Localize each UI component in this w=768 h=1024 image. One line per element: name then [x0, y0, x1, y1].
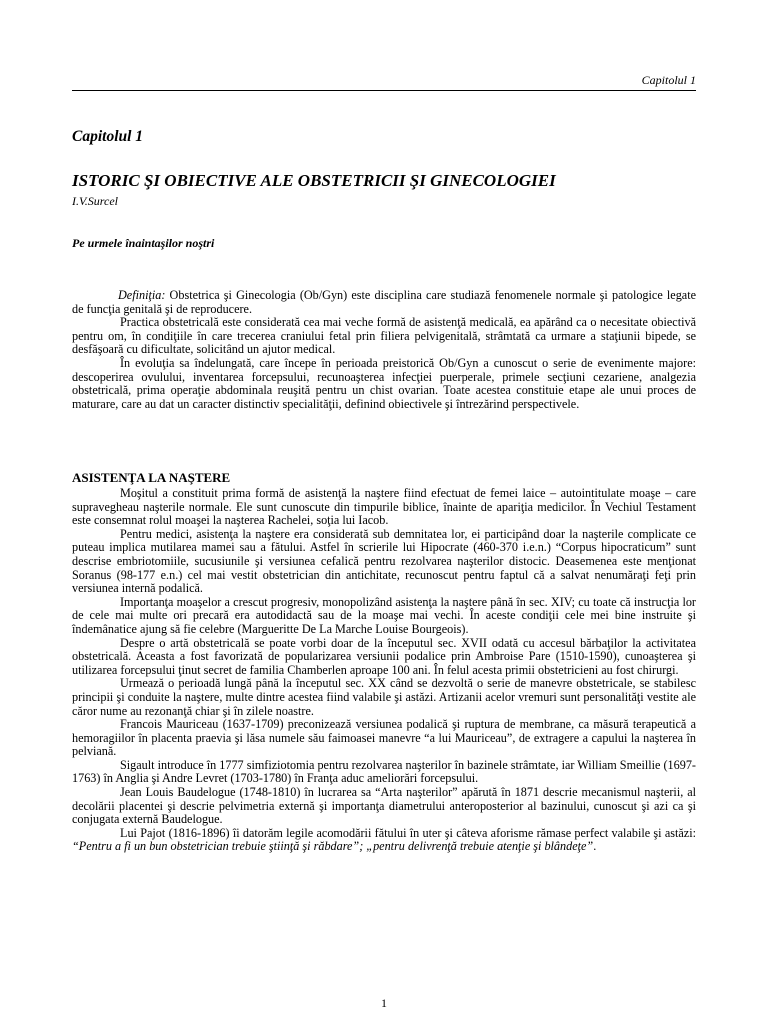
chapter-title: ISTORIC ŞI OBIECTIVE ALE OBSTETRICII ŞI GINECOLOGIEI [72, 171, 556, 190]
paragraph-9-start: Lui Pajot (1816-1896) îi datorăm legile acomodării fătului în uter şi câteva aforisme rămase perfect valabile şi astăzi: [120, 825, 696, 840]
main-paragraph-1: Moşitul a constituit prima formă de asistenţă la naştere fiind efectuat de femei laice – autointitulate moaşe – care supravegheau naşterile normale. Ele sunt cunoscute din timpurile biblice, înainte de apariţia medicilor. În Vechiul Testament este consemnat rolul moaşei la naşterea Rachelei, soţia lui Iacob. [72, 486, 696, 528]
main-paragraph-3: Importanţa moaşelor a crescut progresiv, monopolizând asistenţa la naştere până în sec. XIV; cu toate că instrucţia lor de cele mai multe ori precară era autodidactă sau de la moaşe mai vechi. În aceste condiţii cele mei bine instruite şi îndemânatice ajung să fie celebre (Margueritte De La Marche Louise Bourgeois). [72, 594, 696, 636]
subtitle: Pe urmele înaintaşilor noştri [72, 236, 215, 250]
definition-label: Definiţia: [118, 288, 166, 302]
main-paragraph-6: Francois Mauriceau (1637-1709) preconizează versiunea podalică şi ruptura de membrane, ca măsură terapeutică a hemoragiilor în placenta praevia şi lăsa numele său faimoasei manevre “a lui Mauriceau”, de extragere a capului la naşterea în pelviană. [72, 717, 696, 759]
definition-paragraph [72, 289, 696, 316]
main-section [72, 487, 696, 854]
paragraph-9-end: . [593, 839, 597, 854]
main-paragraph-7: Sigault introduce în 1777 simfiziotomia pentru rezolvarea naşterilor în bazinele strâmtate, iar William Smeillie (1697-1763) în Anglia şi Andre Levret (1703-1780) în Franţa aduc ameliorări forcepsului. [72, 757, 696, 786]
author: I.V.Surcel [72, 194, 118, 208]
main-paragraph-4: Despre o artă obstetricală se poate vorbi doar de la începutul sec. XVII odată cu accesul bărbaţilor la activitatea obstetricală. Aceasta a fost favorizată de popularizarea versiunii podalice prin Ambroise Pare (1510-1590), cunoaşterea şi utilizarea forcepsului ţinut secret de familia Chamberlen aproape 100 ani. În felul acesta primii obstetricieni au fost chirurgi. [72, 635, 696, 677]
section-heading: ASISTENŢA LA NAŞTERE [72, 470, 231, 485]
chapter-label: Capitolul 1 [72, 128, 144, 145]
main-paragraph-5: Urmează o perioadă lungă până la începutul sec. XX când se dezvoltă o serie de manevre obstetricale, se stabilesc principii şi conduite la naştere, multe dintre acestea fiind valabile şi astăzi. Artizanii acelor vremuri sunt personalităţi vestite ale căror nume au rezonanţă chiar şi în zilele noastre. [72, 676, 696, 718]
main-paragraph-8: Jean Louis Baudelogue (1748-1810) în lucrarea sa “Arta naşterilor” apărută în 1871 descrie mecanismul naşterii, al decolării placentei şi descrie pelvimetria externă şi importanţa diametrului anteroposterior al bazinului, cunoscut şi azi ca şi conjugata externă Baudelogue. [72, 785, 696, 827]
intro-section [72, 289, 696, 411]
pajot-quote: “Pentru a fi un bun obstetrician trebuie ştiinţă şi răbdare”; „pentru delivrenţă trebuie atenţie şi blândeţe” [72, 839, 594, 854]
definition-text: Obstetrica şi Ginecologia (Ob/Gyn) este disciplina care studiază fenomenele normale şi patologice legate de funcţia genitală şi de reproducere. [72, 288, 696, 316]
page-number: 1 [381, 996, 387, 1010]
header-rule [72, 90, 696, 91]
main-paragraph-2: Pentru medici, asistenţa la naştere era considerată sub demnitatea lor, ei participând doar la naşterile complicate ce puteau implica mutilarea mamei sau a fătului. Astfel în scrierile lui Hipocrate (460-370 i.e.n.) “Corpus hipocraticum” sunt descrise embriotomiile, sucusiunile şi versiunea cefalică pentru rezolvarea naşterilor distocic. Deasemenea este menţionat Soranus (98-177 e.n.) cel mai vestit obstetrician din antichitate, recunoscut pentru faptul că a salvat nenumăraţi feţi prin versiunea internă podalică. [72, 526, 696, 596]
running-header: Capitolul 1 [641, 73, 696, 87]
intro-paragraph-3: În evoluţia sa îndelungată, care începe în perioada preistorică Ob/Gyn a cunoscut o serie de evenimente majore: descoperirea ovulului, inventarea forcepsului, recunoaşterea infecţiei puerperale, primele secţiuni cezariene, analgezia obstetricală, prima operaţie abdominala reuşită pentru un chist ovarian. Toate acestea constituie etape ale unui proces de maturare, care au dat un caracter distinctiv specialităţii, definind obiectivele şi întrezărind perspectivele. [72, 355, 696, 411]
intro-paragraph-2: Practica obstetricală este considerată cea mai veche formă de asistenţă medicală, ea apărând ca o necesitate obiectivă pentru om, în condiţiile în care trecerea craniului fetal prin filiera pelvigenitală, strâmtată ca urmare a staţiunii bipede, se desfăşoară cu dificultate, solicitând un ajutor medical. [72, 315, 696, 357]
main-paragraph-9 [72, 827, 696, 854]
